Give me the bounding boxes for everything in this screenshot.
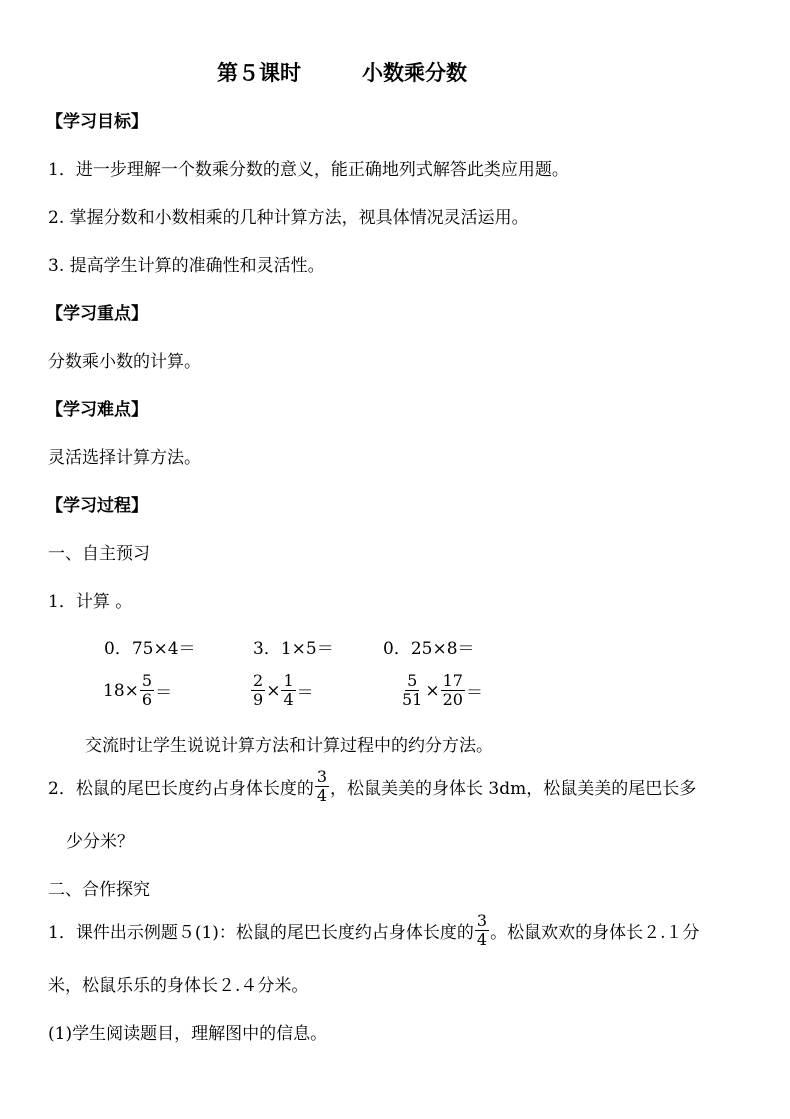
calc-note: 交流时让学生说说计算方法和计算过程中的约分方法。 [85,736,493,756]
fraction-numerator: 3 [476,911,488,930]
calc-fraction-expression-1 [103,672,172,709]
fraction-denominator: 51 [402,690,423,709]
example-question-line-2: 米，松鼠乐乐的身体长２.４分米。 [48,976,309,996]
fraction-numerator: 1 [283,671,294,690]
fraction-numerator: 17 [442,671,463,690]
calc-fraction-expression-2 [250,672,314,709]
calc-fraction-expression-3 [399,672,483,709]
key-points-text: 分数乘小数的计算。 [48,352,201,372]
fraction [441,672,465,709]
question-text: 1．课件出示例题５(1)：松鼠的尾巴长度约占身体长度的 [48,923,474,943]
fraction-numerator: 2 [253,671,264,690]
calc-expression-3: 0．25×8＝ [383,639,475,659]
objective-item-3: 3. 提高学生计算的准确性和灵活性。 [48,256,325,276]
fraction [281,672,295,709]
objective-item-1: 1．进一步理解一个数乘分数的意义，能正确地列式解答此类应用题。 [48,160,569,180]
fraction-denominator: 9 [253,690,264,709]
calc-expression-1: 0．75×4＝ [104,639,196,659]
squirrel-question-line-2: 少分米？ [66,832,134,852]
section1-title: 一、自主预习 [48,544,150,564]
process-heading: 【学习过程】 [46,496,148,516]
difficulties-heading: 【学习难点】 [46,400,148,420]
difficulties-text: 灵活选择计算方法。 [48,448,201,468]
equals-sign: ＝ [465,683,483,703]
fraction-numerator: 5 [407,671,418,690]
fraction [251,672,265,709]
fraction-denominator: 4 [476,930,488,949]
objectives-heading: 【学习目标】 [46,112,148,132]
example-question-line-1 [48,912,700,949]
fraction [475,912,489,949]
times-sign: × [425,680,440,701]
times-sign: × [266,680,281,701]
page-title: 小数乘分数 [362,60,467,85]
fraction-numerator: 3 [316,767,328,786]
fraction [400,672,424,709]
squirrel-question-line-1 [48,768,696,805]
question-text: ，松鼠美美的身体长 3dm，松鼠美美的尾巴长多 [330,779,697,799]
section2-title: 二、合作探究 [48,880,150,900]
fraction [140,672,154,709]
fraction-denominator: 20 [442,690,463,709]
fraction-numerator: 5 [141,671,153,690]
whole-times: 18× [103,680,139,701]
equals-sign: ＝ [296,683,314,703]
fraction-denominator: 4 [283,690,294,709]
example-subquestion-1: (1)学生阅读题目，理解图中的信息。 [48,1024,328,1044]
key-points-heading: 【学习重点】 [46,304,148,324]
fraction [315,768,329,805]
objective-item-2: 2. 掌握分数和小数相乘的几种计算方法，视具体情况灵活运用。 [48,208,529,228]
question-text: 2．松鼠的尾巴长度约占身体长度的 [48,779,314,799]
equals-sign: ＝ [155,683,173,703]
calc-expression-2: 3．1×5＝ [253,639,334,659]
question-text: 。松鼠欢欢的身体长２.１分 [490,923,700,943]
fraction-denominator: 6 [141,690,153,709]
fraction-denominator: 4 [316,786,328,805]
calc-question-label: 1．计算 。 [48,592,133,612]
lesson-number: 第５课时 [217,60,301,85]
